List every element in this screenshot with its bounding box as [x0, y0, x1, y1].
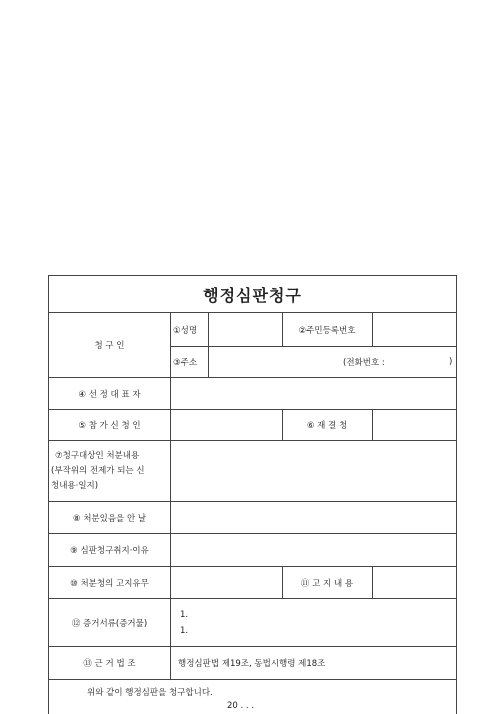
address-field[interactable] — [208, 346, 456, 378]
legal-basis-row — [49, 647, 456, 680]
target-field[interactable] — [170, 441, 456, 501]
participant-row — [49, 410, 456, 441]
form-title: 행정심판청구 — [203, 285, 302, 305]
rep-row — [49, 378, 456, 410]
purpose-label: ⑨ 심판청구취지·이유 — [70, 546, 149, 556]
target-label-line2: (부작위의 전제가 되는 신 — [51, 465, 145, 476]
address-label: ③주소 — [173, 358, 198, 368]
claimant-label: 청 구 인 — [94, 341, 125, 351]
rrn-field[interactable] — [372, 313, 456, 346]
participant-field[interactable] — [170, 410, 282, 440]
notice-label: ⑩ 처분청의 고지유무 — [70, 578, 149, 589]
evidence-item: 1. — [180, 609, 189, 620]
known-date-label: ⑧ 처분있음을 안 날 — [72, 513, 147, 524]
known-date-row — [49, 502, 456, 534]
target-label-line1: ⑦청구대상인 처분내용 — [55, 450, 140, 461]
legal-basis-label: ⑬ 근 거 법 조 — [83, 659, 136, 669]
evidence-field[interactable] — [170, 599, 456, 646]
declaration-text: 위와 같이 행정심판을 청구합니다. — [87, 688, 213, 698]
participant-label: ⑤ 참 가 신 청 인 — [78, 421, 141, 431]
notice-content-field[interactable] — [372, 567, 456, 598]
decision-agency-field[interactable] — [372, 410, 456, 440]
phone-close: ) — [449, 357, 453, 367]
legal-basis-value: 행정심판법 제19조, 동법시행령 제18조 — [178, 659, 326, 669]
name-field[interactable] — [208, 313, 282, 346]
known-date-field[interactable] — [170, 502, 456, 533]
date-line: 20 . . . — [227, 701, 255, 711]
claimant-name-row — [170, 313, 456, 347]
claimant-block — [49, 313, 456, 378]
form-title-row — [49, 276, 456, 313]
decision-agency-label: ⑥ 재 결 청 — [306, 421, 348, 431]
rep-field[interactable] — [170, 378, 456, 409]
target-label-line3: 청내용·일지) — [51, 480, 99, 491]
phone-label: (전화번호 : — [343, 358, 385, 368]
evidence-label: ⑫ 증거서류(증거물) — [71, 618, 148, 629]
notice-row — [49, 567, 456, 599]
target-row — [49, 441, 456, 502]
purpose-row — [49, 534, 456, 567]
evidence-row — [49, 599, 456, 647]
purpose-field[interactable] — [170, 534, 456, 566]
name-label: ①성명 — [173, 325, 198, 336]
rrn-label: ②주민등록번호 — [298, 325, 356, 336]
rep-label: ④ 선 정 대 표 자 — [78, 389, 141, 400]
target-label — [49, 441, 170, 501]
notice-content-label: ⑪ 고 지 내 용 — [300, 578, 354, 589]
evidence-item: 1. — [180, 625, 189, 636]
administrative-appeal-form — [48, 275, 457, 714]
claimant-address-row — [170, 346, 456, 378]
notice-field[interactable] — [170, 567, 282, 598]
